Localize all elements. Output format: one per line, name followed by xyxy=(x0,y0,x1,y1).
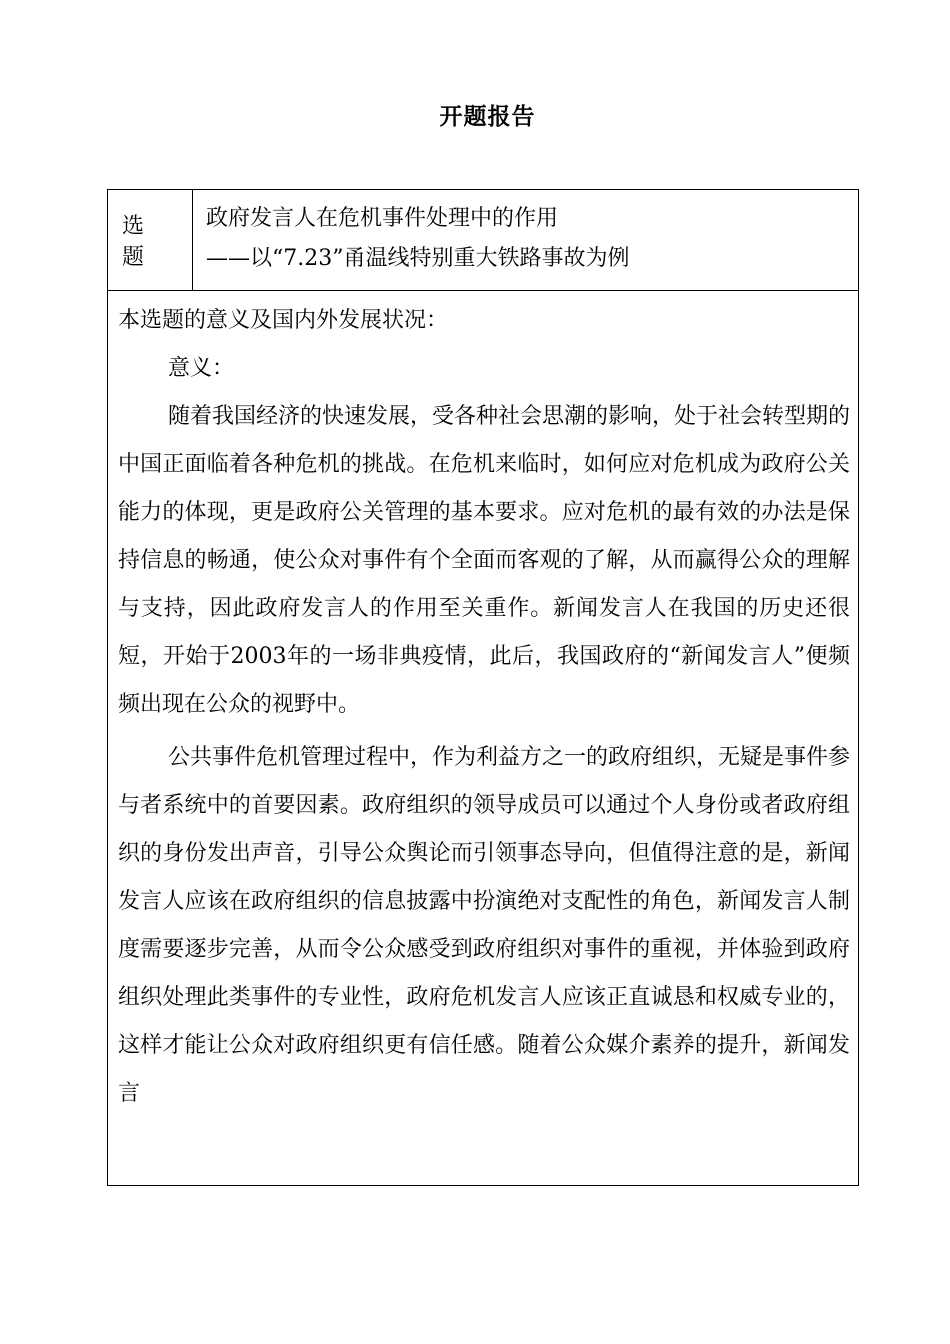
topic-title: 政府发言人在危机事件处理中的作用 xyxy=(206,206,559,231)
sub-heading: 意义： xyxy=(168,356,235,381)
body-paragraph: 随着我国经济的快速发展，受各种社会思潮的影响，处于社会转型期的中国正面临着各种危机的挑战。在危机来临时，如何应对危机成为政府公关能力的体现，更是政府公关管理的基本要求。应对危机的最有效的办法是保持信息的畅通，使公众对事件有个全面而客观的了解，从而赢得公众的理解与支持，因此政府发言人的作用至关重作。新闻发言人在我国的历史还很短，开始于2003年的一场非典疫情，此后，我国政府的“新闻发言人”便频频出现在公众的视野中。 xyxy=(118,404,851,717)
topic-subtitle: ——以“7.23”甬温线特别重大铁路事故为例 xyxy=(206,246,630,271)
body-paragraph: 公共事件危机管理过程中，作为利益方之一的政府组织，无疑是事件参与者系统中的首要因素。政府组织的领导成员可以通过个人身份或者政府组织的身份发出声音，引导公众舆论而引领事态导向，但值得注意的是，新闻发言人应该在政府组织的信息披露中扮演绝对支配性的角色，新闻发言人制度需要逐步完善，从而令公众感受到政府组织对事件的重视，并体验到政府组织处理此类事件的专业性，政府危机发言人应该正直诚恳和权威专业的，这样才能让公众对政府组织更有信任感。随着公众媒介素养的提升，新闻发言 xyxy=(118,745,851,1106)
section-heading: 本选题的意义及国内外发展状况： xyxy=(118,308,449,333)
significance-cell xyxy=(108,291,858,1185)
topic-content xyxy=(193,190,858,290)
topic-row xyxy=(108,190,858,291)
topic-label: 选 题 xyxy=(108,190,193,290)
page-title: 开题报告 xyxy=(439,104,536,130)
report-table xyxy=(107,189,859,1186)
